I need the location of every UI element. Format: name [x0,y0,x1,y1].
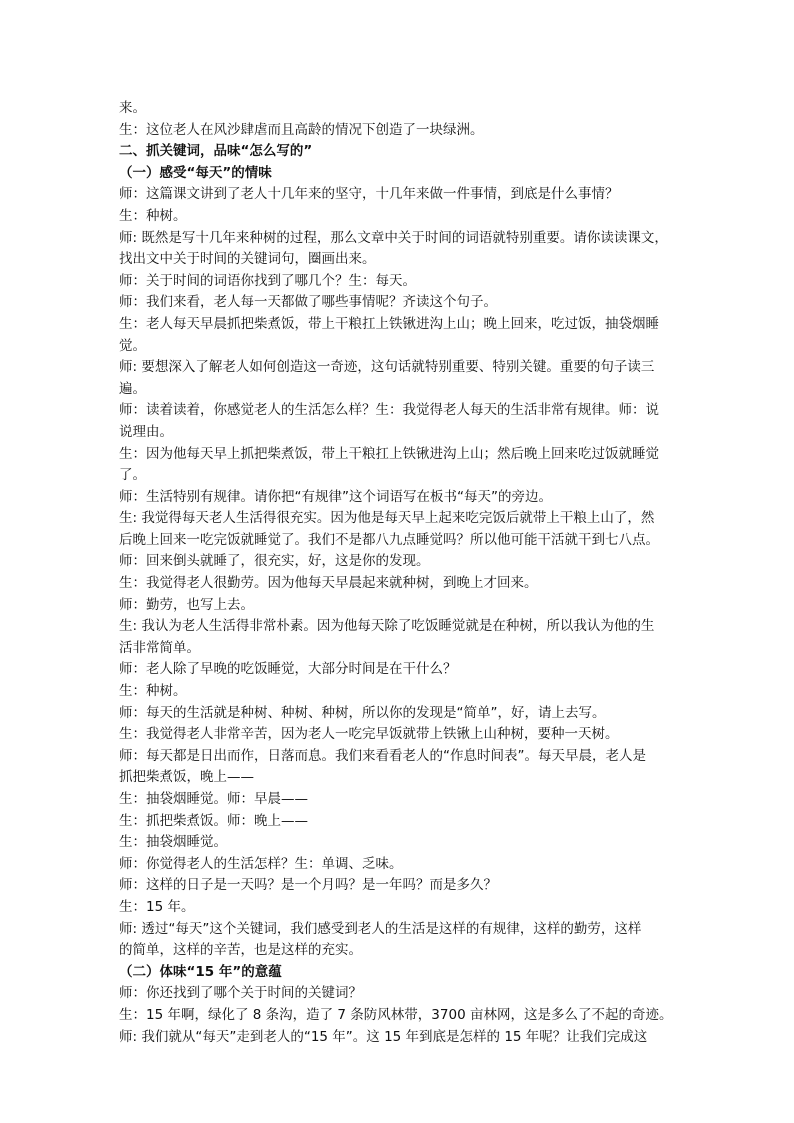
text-line: 生：老人每天早晨抓把柴煮饭，带上干粮扛上铁锹进沟上山；晚上回来，吃过饭，抽袋烟睡 [119,315,659,332]
text-line: 师：关于时间的词语你找到了哪几个？生：每天。 [119,272,416,289]
text-line: 生：15 年啊，绿化了 8 条沟，造了 7 条防风林带，3700 亩林网，这是多么了不起的奇迹。 [119,1006,673,1023]
text-line: 师: 透过“每天”这个关键词，我们感受到老人的生活是这样的有规律，这样的勤劳，这样 [119,920,642,937]
text-line: 师：我们来看，老人每一天都做了哪些事情呢？齐读这个句子。 [119,294,497,311]
text-line: 了。 [119,467,146,484]
text-line: 生: 我觉得每天老人生活得很充实。因为他是每天早上起来吃完饭后就带上干粮上山了，然 [119,510,655,527]
text-line: 师：老人除了早晚的吃饭睡觉，大部分时间是在干什么？ [119,661,457,678]
section-heading: （二）体味“15 年”的意蕴 [119,963,282,980]
section-heading: 二、抓关键词，品味“怎么写的” [119,143,313,160]
text-line: 生：种树。 [119,683,187,700]
text-line: 的简单，这样的辛苦，也是这样的充实。 [119,942,362,959]
text-line: 师：每天都是日出而作，日落而息。我们来看看老人的“作息时间表”。每天早晨，老人是 [119,747,646,764]
text-line: 师: 既然是写十几年来种树的过程，那么文章中关于时间的词语就特别重要。请你读读课文， [119,229,668,246]
text-line: 生：抽袋烟睡觉。 [119,834,227,851]
text-line: 遍。 [119,380,146,397]
text-line: 活非常简单。 [119,639,200,656]
text-line: 生：抽袋烟睡觉。师：早晨—— [119,791,308,807]
text-line: 生：种树。 [119,207,187,224]
text-line: 师：勤劳，也写上去。 [119,596,254,613]
text-line: 生：抓把柴煮饭。师：晚上—— [119,812,308,829]
text-line: 师：你还找到了哪个关于时间的关键词？ [119,985,362,1002]
text-line: 师：这样的日子是一天吗？是一个月吗？是一年吗？而是多久？ [119,877,497,894]
text-line: 来。 [119,100,146,116]
text-line: 师: 我们就从“每天”走到老人的“15 年”。这 15 年到底是怎样的 15 年呢？让我们完成这 [119,1028,648,1045]
text-line: 抓把柴煮饭，晚上—— [119,769,254,786]
text-line: 生：因为他每天早上抓把柴煮饭，带上干粮扛上铁锹进沟上山；然后晚上回来吃过饭就睡觉 [119,445,659,462]
text-line: 师：每天的生活就是种树、种树、种树，所以你的发现是“简单”，好，请上去写。 [119,704,606,721]
text-line: 师：你觉得老人的生活怎样？生：单调、乏味。 [119,855,403,872]
text-line: 师: 要想深入了解老人如何创造这一奇迹，这句话就特别重要、特别关键。重要的句子读三 [119,359,655,376]
text-line: 生：15 年。 [119,898,195,915]
text-line: 师：这篇课文讲到了老人十几年来的坚守，十几年来做一件事情，到底是什么事情？ [119,186,619,203]
document-body [119,98,679,1048]
text-line: 后晚上回来一吃完饭就睡觉了。我们不是都八九点睡觉吗？所以他可能干活就干到七八点。 [119,531,659,548]
text-line: 说理由。 [119,423,173,440]
text-line: 觉。 [119,337,146,354]
text-line: 生：我觉得老人很勤劳。因为他每天早晨起来就种树，到晚上才回来。 [119,575,538,592]
text-line: 师：回来倒头就睡了，很充实，好，这是你的发现。 [119,553,430,570]
text-line: 找出文中关于时间的关键词句，圈画出来。 [119,251,376,268]
text-line: 生：这位老人在风沙肆虐而且高龄的情况下创造了一块绿洲。 [119,121,484,138]
text-line: 师：生活特别有规律。请你把“有规律”这个词语写在板书“每天”的旁边。 [119,488,552,505]
section-heading: （一）感受“每天”的情味 [119,164,272,181]
text-line: 生: 我认为老人生活得非常朴素。因为他每天除了吃饭睡觉就是在种树，所以我认为他的生 [119,618,655,635]
text-line: 师：读着读着，你感觉老人的生活怎么样？生：我觉得老人每天的生活非常有规律。师：说 [119,402,659,419]
text-line: 生：我觉得老人非常辛苦，因为老人一吃完早饭就带上铁锹上山种树，要种一天树。 [119,726,619,743]
